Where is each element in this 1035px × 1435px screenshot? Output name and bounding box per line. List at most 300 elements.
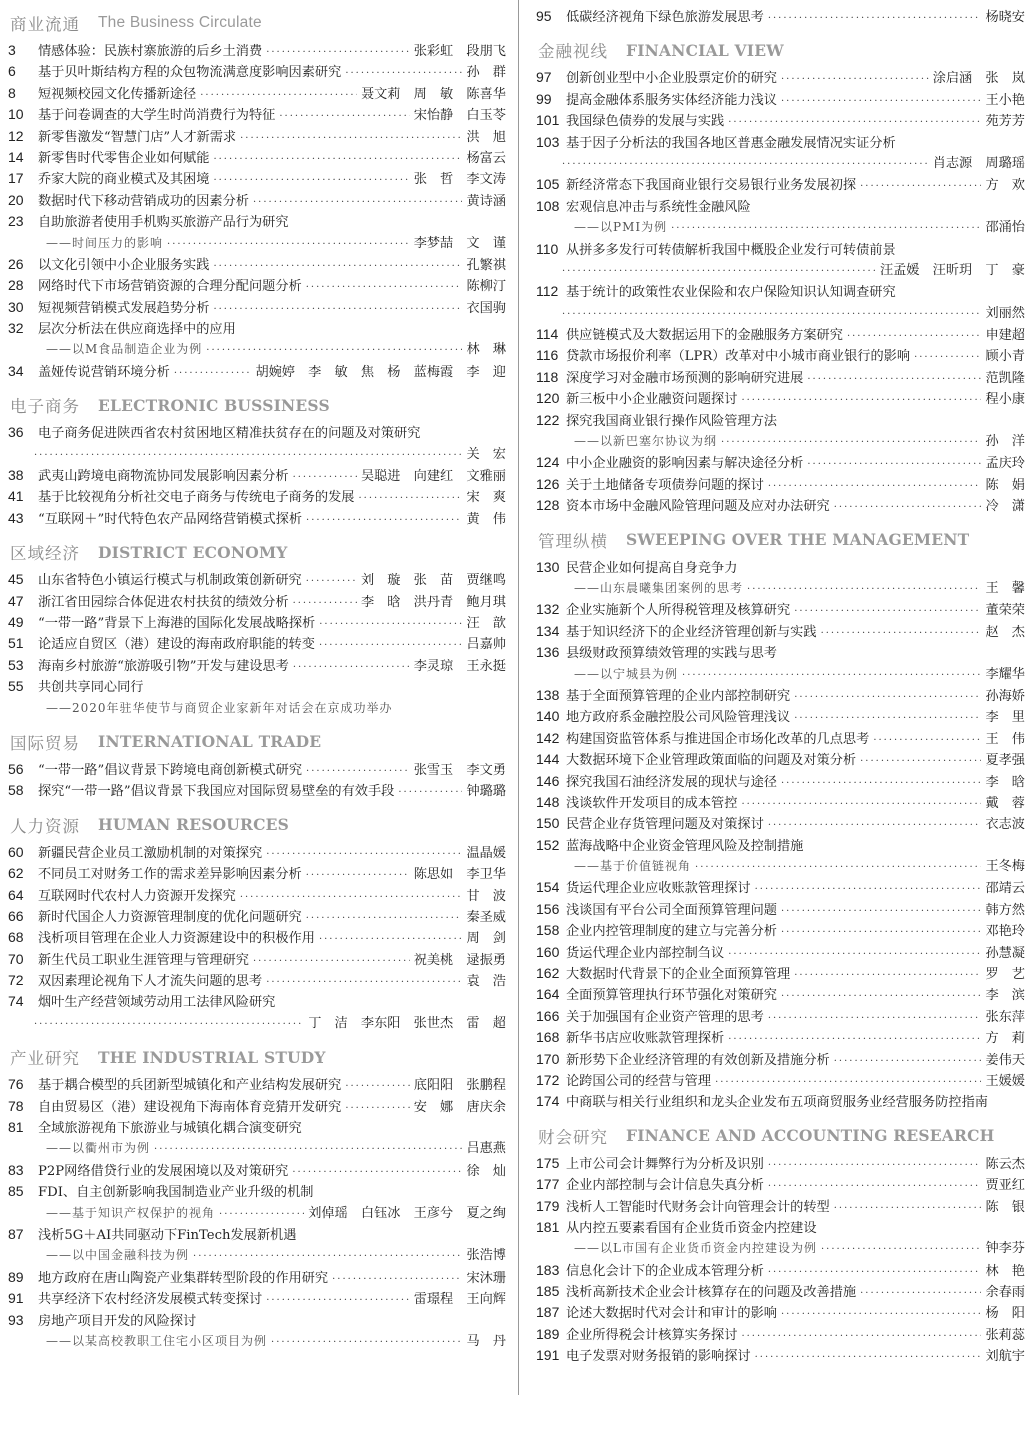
toc-entry[interactable] (528, 196, 1035, 239)
page-number: 189 (536, 1325, 560, 1342)
toc-entry[interactable] (0, 361, 516, 382)
toc-entry[interactable] (0, 1160, 516, 1181)
toc-entry[interactable] (0, 422, 516, 465)
toc-entry[interactable] (0, 168, 516, 189)
page-number: 87 (8, 1225, 24, 1242)
article-title[interactable]: 海南乡村旅游“旅游吸引物”开发与建设思考 (38, 658, 289, 674)
article-title[interactable]: 新零售时代零售企业如何赋能 (38, 150, 210, 166)
article-authors: 祝美桃 逯振勇 (413, 952, 506, 968)
article-authors: 李 里 (985, 710, 1025, 726)
toc-entry[interactable] (528, 963, 1035, 984)
toc-entry[interactable] (0, 318, 516, 361)
article-title[interactable]: 县级财政预算绩效管理的实践与思考 (566, 646, 777, 662)
article-authors: 徐 灿 (466, 1163, 506, 1179)
toc-entry[interactable] (0, 759, 516, 780)
toc-entry[interactable] (528, 557, 1035, 600)
toc-entry[interactable] (0, 211, 516, 254)
toc-entry[interactable] (0, 61, 516, 82)
toc-entry[interactable] (528, 749, 1035, 770)
article-title[interactable]: 自由贸易区（港）建设视角下海南体育竞猜开发研究 (38, 1099, 342, 1115)
page-number: 23 (8, 213, 24, 230)
article-title[interactable]: 从内控五要素看国有企业货币资金内控建设 (566, 1220, 817, 1236)
page-number: 70 (8, 950, 24, 967)
toc-entry-line (0, 1331, 516, 1352)
article-title[interactable]: 资本市场中金融风险管理问题及应对办法研究 (566, 499, 830, 515)
article-subtitle: ——以宁城县为例 (574, 666, 679, 681)
toc-entry[interactable] (528, 621, 1035, 642)
article-title[interactable]: 企业内控管理制度的建立与完善分析 (566, 924, 777, 940)
toc-entry[interactable] (528, 132, 1035, 175)
toc-entry[interactable] (528, 281, 1035, 324)
toc-entry-line (528, 877, 1035, 898)
article-title[interactable]: 企业所得税会计核算实务探讨 (566, 1327, 738, 1343)
article-subtitle: ——以新巴塞尔协议为纲 (574, 434, 718, 449)
article-title[interactable]: 浅谈国有平台公司全面预算管理问题 (566, 902, 777, 918)
article-authors: 吕惠燕 (466, 1141, 506, 1157)
article-title[interactable]: 信息化会计下的企业成本管理分析 (566, 1263, 764, 1279)
dot-leader (345, 1076, 409, 1095)
section-header (0, 808, 516, 842)
article-title[interactable]: 构建国资监管体系与推进国企市场化改革的几点思考 (566, 731, 870, 747)
toc-entry[interactable] (528, 942, 1035, 963)
article-title[interactable]: 基于知识经济下的企业经济管理创新与实践 (566, 624, 817, 640)
page-number: 10 (8, 106, 24, 123)
column-divider (518, 0, 519, 1395)
toc-entry-line (0, 780, 516, 801)
dot-leader (319, 929, 463, 948)
toc-entry[interactable] (528, 899, 1035, 920)
toc-entry[interactable] (0, 40, 516, 61)
dot-leader (332, 1269, 462, 1288)
article-title[interactable]: P2P网络借贷行业的发展困境以及对策研究 (38, 1163, 289, 1179)
toc-entry[interactable] (0, 147, 516, 168)
article-title[interactable]: 互联网时代农村人力资源开发探究 (38, 888, 236, 904)
section-header (0, 388, 516, 422)
toc-entry[interactable] (0, 970, 516, 991)
toc-entry[interactable] (0, 126, 516, 147)
toc-entry[interactable] (0, 190, 516, 211)
page-number: 114 (536, 326, 559, 343)
toc-entry[interactable] (0, 1074, 516, 1095)
toc-entry[interactable] (528, 6, 1035, 27)
article-title[interactable]: 基于比较视角分析社交电子商务与传统电子商务的发展 (38, 490, 355, 506)
toc-entry-line (0, 970, 516, 991)
toc-entry[interactable] (0, 1224, 516, 1267)
toc-entry[interactable] (0, 591, 516, 612)
toc-entry[interactable] (528, 835, 1035, 878)
article-title[interactable]: 大数据环境下企业管理政策面临的问题及对策分析 (566, 753, 857, 769)
page-number: 8 (8, 84, 16, 101)
article-title[interactable]: 上市公司会计舞弊行为分析及识别 (566, 1156, 764, 1172)
article-title[interactable]: 蓝海战略中企业资金管理风险及控制措施 (566, 838, 804, 854)
section-title-en: INTERNATIONAL TRADE (98, 732, 322, 752)
toc-entry[interactable] (0, 465, 516, 486)
toc-entry-line (528, 324, 1035, 345)
article-title[interactable]: 企业实施新个人所得税管理及核算研究 (566, 603, 791, 619)
article-title[interactable]: 浅析人工智能时代财务会计向管理会计的转型 (566, 1199, 830, 1215)
article-title[interactable]: 全面预算管理执行环节强化对策研究 (566, 988, 777, 1004)
article-title[interactable]: 关于加强国有企业资产管理的思考 (566, 1009, 764, 1025)
article-title[interactable]: 浙江省田园综合体促进农村扶贫的绩效分析 (38, 594, 289, 610)
toc-entry-line (528, 1153, 1035, 1174)
dot-leader (860, 176, 981, 195)
toc-entry[interactable] (528, 728, 1035, 749)
article-authors: 刘丽然 (985, 305, 1025, 321)
toc-entry[interactable] (0, 1181, 516, 1224)
toc-entry[interactable] (0, 1096, 516, 1117)
dot-leader (721, 432, 981, 452)
toc-entry-line (0, 698, 516, 719)
page-number: 36 (8, 424, 24, 441)
article-authors: 陈 银 (985, 1199, 1025, 1215)
page-number: 60 (8, 843, 24, 860)
toc-entry[interactable] (528, 1345, 1035, 1366)
toc-entry-line (0, 1074, 516, 1095)
page-number: 34 (8, 362, 24, 379)
dot-leader (781, 986, 981, 1005)
toc-entry[interactable] (528, 410, 1035, 453)
toc-entry[interactable] (0, 83, 516, 104)
toc-entry-line (0, 1245, 516, 1266)
dot-leader (266, 1290, 410, 1309)
article-title[interactable]: 深度学习对金融市场预测的影响研究进展 (566, 370, 804, 386)
toc-entry[interactable] (0, 104, 516, 125)
article-title[interactable]: 电子商务促进陕西省农村贫困地区精准扶贫存在的问题及对策研究 (38, 426, 421, 442)
toc-entry[interactable] (528, 1091, 1035, 1112)
toc-entry-line (528, 706, 1035, 727)
page-number: 72 (8, 972, 24, 989)
toc-entry-line (528, 578, 1035, 599)
dot-leader (240, 887, 463, 906)
toc-entry[interactable] (528, 1302, 1035, 1323)
toc-entry[interactable] (528, 984, 1035, 1005)
article-title[interactable]: 情感体验：民族村寨旅游的后乡土消费 (38, 44, 263, 59)
toc-entry[interactable] (528, 474, 1035, 495)
page-number: 185 (536, 1283, 560, 1300)
article-title[interactable]: 浅析项目管理在企业人力资源建设中的积极作用 (38, 931, 315, 947)
right-column (528, 0, 1035, 1367)
toc-entry-line (0, 1267, 516, 1288)
article-authors: 林 琳 (466, 342, 506, 358)
dot-leader (768, 1262, 982, 1281)
article-title[interactable]: 民营企业如何提高自身竞争力 (566, 560, 738, 576)
page-number: 108 (536, 197, 560, 214)
article-title[interactable]: 基于问卷调查的大学生时尚消费行为特征 (38, 108, 276, 124)
article-title[interactable]: “一带一路”背景下上海港的国际化发展战略探析 (38, 615, 316, 631)
toc-entry[interactable] (0, 633, 516, 654)
article-title[interactable]: 探究我国石油经济发展的现状与途径 (566, 774, 777, 790)
article-title[interactable]: 基于统计的政策性农业保险和农户保险知识认知调查研究 (566, 285, 896, 301)
toc-entry[interactable] (528, 67, 1035, 88)
toc-entry-line (528, 835, 1035, 856)
article-subtitle: ——以M食品制造企业为例 (46, 342, 203, 357)
toc-entry-line (528, 856, 1035, 877)
toc-entry-line (528, 281, 1035, 302)
toc-entry[interactable] (0, 297, 516, 318)
page-number: 154 (536, 879, 560, 896)
page-number: 62 (8, 865, 24, 882)
article-authors: 衣志波 (985, 817, 1025, 833)
toc-entry-line (0, 339, 516, 360)
toc-entry[interactable] (0, 949, 516, 970)
toc-entry[interactable] (0, 655, 516, 676)
article-title[interactable]: 浅析5G＋AI共同驱动下FinTech发展新机遇 (38, 1227, 297, 1243)
toc-entry[interactable] (0, 275, 516, 296)
article-title[interactable]: 供应链模式及大数据运用下的金融服务方案研究 (566, 328, 843, 344)
article-authors: 程小康 (985, 392, 1025, 408)
article-title[interactable]: 企业内部控制与会计信息失真分析 (566, 1178, 764, 1194)
toc-entry[interactable] (0, 486, 516, 507)
toc-entry[interactable] (0, 254, 516, 275)
page-number: 32 (8, 320, 24, 337)
article-title[interactable]: 论跨国公司的经营与管理 (566, 1073, 712, 1089)
toc-entry-line (528, 1238, 1035, 1259)
toc-entry[interactable] (0, 508, 516, 529)
toc-entry[interactable] (528, 174, 1035, 195)
left-column (0, 0, 516, 1352)
toc-entry[interactable] (0, 1310, 516, 1353)
toc-entry[interactable] (0, 885, 516, 906)
dot-leader (768, 1176, 982, 1195)
toc-entry[interactable] (528, 1281, 1035, 1302)
article-authors: 洪 旭 (466, 129, 506, 145)
article-title[interactable]: 基于贝叶斯结构方程的众包物流满意度影响因素研究 (38, 65, 342, 81)
toc-entry[interactable] (528, 813, 1035, 834)
toc-entry[interactable] (528, 345, 1035, 366)
toc-entry[interactable] (528, 771, 1035, 792)
article-authors: 关 宏 (466, 446, 506, 462)
toc-entry-line (0, 486, 516, 507)
article-title[interactable]: 基于全面预算管理的企业内部控制研究 (566, 688, 791, 704)
toc-entry[interactable] (528, 792, 1035, 813)
article-authors: 张雪玉 李文勇 (413, 762, 506, 778)
toc-entry[interactable] (528, 1174, 1035, 1195)
dot-leader (213, 299, 462, 318)
page-number: 170 (536, 1050, 560, 1067)
article-title[interactable]: 新形势下企业经济管理的有效创新及措施分析 (566, 1052, 830, 1068)
toc-entry[interactable] (528, 89, 1035, 110)
article-title[interactable]: 共享经济下农村经济发展模式转变探讨 (38, 1292, 263, 1308)
dot-leader (359, 488, 463, 507)
article-title[interactable]: 自助旅游者使用手机购买旅游产品行为研究 (38, 215, 289, 231)
article-title[interactable]: 网络时代下市场营销资源的合理分配问题分析 (38, 279, 302, 295)
article-title[interactable]: 宏观信息冲击与系统性金融风险 (566, 199, 751, 215)
toc-entry[interactable] (0, 1267, 516, 1288)
toc-entry-line (0, 1138, 516, 1159)
article-title[interactable]: 短视频营销模式发展趋势分析 (38, 300, 210, 316)
article-authors: 刘航宇 (985, 1349, 1025, 1365)
page-number: 26 (8, 255, 24, 272)
dot-leader (253, 951, 410, 970)
article-title[interactable]: 关于土地储备专项债券问题的探讨 (566, 477, 764, 493)
article-subtitle: ——以某高校教职工住宅小区项目为例 (46, 1333, 268, 1348)
article-authors: 李 晗 (985, 774, 1025, 790)
toc-entry[interactable] (0, 927, 516, 948)
toc-entry[interactable] (528, 1217, 1035, 1260)
toc-entry-line (528, 174, 1035, 195)
article-title[interactable]: 盖娅传说营销环境分析 (38, 364, 170, 380)
article-title[interactable]: 新时代国企人力资源管理制度的优化问题研究 (38, 909, 302, 925)
article-title[interactable]: 不同员工对财务工作的需求差异影响因素分析 (38, 867, 302, 883)
toc-entry[interactable] (0, 780, 516, 801)
toc-entry[interactable] (528, 877, 1035, 898)
article-title[interactable]: 我国绿色债券的发展与实践 (566, 114, 725, 130)
article-title[interactable]: 数据时代下移动营销成功的因素分析 (38, 193, 249, 209)
article-title[interactable]: 基于耦合模型的兵团新型城镇化和产业结构发展研究 (38, 1078, 342, 1094)
dot-leader (345, 63, 462, 82)
article-title[interactable]: 短视频校园文化传播新途径 (38, 86, 197, 102)
toc-entry[interactable] (528, 1070, 1035, 1091)
toc-entry[interactable] (0, 1117, 516, 1160)
article-title[interactable]: 地方政府在唐山陶瓷产业集群转型阶段的作用研究 (38, 1270, 329, 1286)
toc-entry-line (0, 211, 516, 232)
article-authors: 陈思如 李卫华 (413, 867, 506, 883)
article-title[interactable]: 新华书店应收账款管理探析 (566, 1031, 725, 1047)
article-authors: 马 丹 (466, 1333, 506, 1349)
toc-entry-line (0, 61, 516, 82)
dot-leader (266, 972, 462, 991)
article-authors: 黄诗涵 (466, 193, 506, 209)
article-title[interactable]: 货运代理企业应收账款管理探讨 (566, 881, 751, 897)
article-title[interactable]: 基于因子分析法的我国各地区普惠金融发展情况实证分析 (566, 135, 896, 151)
toc-entry-line (528, 1217, 1035, 1238)
article-title[interactable]: 贷款市场报价利率（LPR）改革对中小城市商业银行的影响 (566, 349, 911, 365)
article-title[interactable]: 山东省特色小镇运行模式与机制政策创新研究 (38, 573, 302, 589)
article-title[interactable]: 新三板中小企业融资问题探讨 (566, 392, 738, 408)
toc-entry-line (0, 104, 516, 125)
article-title[interactable]: 中商联与相关行业组织和龙头企业发布五项商贸服务业经营服务防控指南 (566, 1095, 988, 1111)
toc-entry[interactable] (528, 110, 1035, 131)
article-title[interactable]: 新疆民营企业员工激励机制的对策探究 (38, 845, 263, 861)
toc-entry-line (0, 906, 516, 927)
toc-entry[interactable] (528, 685, 1035, 706)
article-title[interactable]: 探究“一带一路”倡议背景下我国应对国际贸易壁垒的有效手段 (38, 784, 395, 800)
article-title[interactable]: 以文化引领中小企业服务实践 (38, 257, 210, 273)
toc-entry[interactable] (528, 599, 1035, 620)
article-title[interactable]: 层次分析法在供应商选择中的应用 (38, 322, 236, 338)
toc-entry[interactable] (528, 706, 1035, 727)
section-title-zh: 财会研究 (538, 1127, 608, 1147)
section-header (0, 725, 516, 759)
dot-leader (747, 579, 981, 599)
article-authors: 杨富云 (466, 150, 506, 166)
toc-entry[interactable] (528, 1006, 1035, 1027)
toc-entry[interactable] (0, 612, 516, 633)
dot-leader (755, 1347, 982, 1366)
dot-leader (293, 467, 357, 486)
article-title[interactable]: 从拼多多发行可转债解析我国中概股企业发行可转债前景 (566, 242, 896, 258)
toc-entry[interactable] (528, 1324, 1035, 1345)
toc-entry[interactable] (528, 239, 1035, 282)
article-subtitle: ——以L市国有企业货币资金内控建设为例 (574, 1241, 817, 1256)
article-title[interactable]: 地方政府系金融控股公司风险管理浅议 (566, 710, 791, 726)
article-title[interactable]: 电子发票对财务报销的影响探讨 (566, 1349, 751, 1365)
toc-entry[interactable] (528, 1049, 1035, 1070)
section-title-en: SWEEPING OVER THE MANAGEMENT (626, 530, 970, 550)
dot-leader (768, 1008, 982, 1027)
section-title-en: THE INDUSTRIAL STUDY (98, 1047, 326, 1067)
toc-entry[interactable] (528, 1260, 1035, 1281)
article-title[interactable]: 新生代员工职业生涯管理与管理研究 (38, 952, 249, 968)
toc-entry-line (0, 83, 516, 104)
toc-entry[interactable] (528, 1153, 1035, 1174)
article-title[interactable]: 共创共享同心同行 (38, 680, 144, 696)
article-title[interactable]: 浅谈软件开发项目的成本管控 (566, 795, 738, 811)
toc-entry-line (528, 110, 1035, 131)
toc-entry-line (0, 676, 516, 697)
toc-entry[interactable] (528, 388, 1035, 409)
article-subtitle: ——2020年驻华使节与商贸企业家新年对话会在京成功举办 (46, 700, 393, 715)
article-title[interactable]: 烟叶生产经营领域劳动用工法律风险研究 (38, 995, 276, 1011)
article-title[interactable]: 民营企业存货管理问题及对策探讨 (566, 817, 764, 833)
toc-entry[interactable] (0, 676, 516, 719)
toc-entry[interactable] (528, 324, 1035, 345)
article-title[interactable]: FDI、自主创新影响我国制造业产业升级的机制 (38, 1185, 314, 1201)
toc-entry[interactable] (528, 920, 1035, 941)
toc-entry[interactable] (0, 842, 516, 863)
toc-entry[interactable] (528, 452, 1035, 473)
article-title[interactable]: “互联网＋”时代特色农产品网络营销模式探析 (38, 511, 303, 527)
article-title[interactable]: 提高金融体系服务实体经济能力浅议 (566, 92, 777, 108)
article-title[interactable]: “一带一路”倡议背景下跨境电商创新模式研究 (38, 762, 303, 778)
article-title[interactable]: 货运代理企业内部控制刍议 (566, 945, 725, 961)
article-title[interactable]: 中小企业融资的影响因素与解决途径分析 (566, 456, 804, 472)
toc-entry[interactable] (528, 1027, 1035, 1048)
toc-entry[interactable] (0, 991, 516, 1034)
dot-leader (794, 601, 981, 620)
article-authors: 黄 伟 (466, 511, 506, 527)
toc-entry[interactable] (528, 642, 1035, 685)
article-title[interactable]: 大数据时代背景下的企业全面预算管理 (566, 967, 791, 983)
page-number: 142 (536, 729, 560, 746)
toc-entry-line (0, 1013, 516, 1034)
article-title[interactable]: 新零售激发“智慧门店”人才新需求 (38, 129, 237, 145)
article-title[interactable]: 武夷山跨境电商物流协同发展影响因素分析 (38, 469, 289, 485)
page-number: 148 (536, 793, 560, 810)
article-title[interactable]: 低碳经济视角下绿色旅游发展思考 (566, 10, 764, 25)
toc-entry[interactable] (528, 367, 1035, 388)
dot-leader (213, 256, 462, 275)
article-title[interactable]: 双因素理论视角下人才流失问题的思考 (38, 974, 263, 990)
article-authors: 李梦喆 文 谨 (413, 235, 506, 251)
toc-entry-line (528, 813, 1035, 834)
toc-entry-line (0, 465, 516, 486)
toc-entry[interactable] (528, 495, 1035, 516)
toc-entry-line (528, 260, 1035, 281)
toc-entry[interactable] (528, 1196, 1035, 1217)
page-number: 41 (8, 488, 24, 505)
article-authors: 刘 璇 张 苗 贾继鸣 (360, 573, 506, 589)
toc-entry[interactable] (0, 1288, 516, 1309)
article-authors: 韩方然 (985, 902, 1025, 918)
toc-entry[interactable] (0, 569, 516, 590)
article-authors: 宋怡静 白玉苓 (413, 108, 506, 124)
article-title[interactable]: 论述大数据时代对会计和审计的影响 (566, 1306, 777, 1322)
dot-leader (781, 91, 981, 110)
toc-entry[interactable] (0, 906, 516, 927)
dot-leader (741, 390, 981, 409)
article-title[interactable]: 创新创业型中小企业股票定价的研究 (566, 71, 777, 87)
article-title[interactable]: 探究我国商业银行操作风险管理方法 (566, 413, 777, 429)
article-title[interactable]: 房地产项目开发的风险探讨 (38, 1313, 197, 1329)
article-title[interactable]: 全域旅游视角下旅游业与城镇化耦合演变研究 (38, 1121, 302, 1137)
article-title[interactable]: 浅析高新技术企业会计核算存在的问题及改善措施 (566, 1285, 857, 1301)
article-title[interactable]: 新经济常态下我国商业银行交易银行业务发展初探 (566, 178, 857, 194)
toc-entry[interactable] (0, 863, 516, 884)
article-title[interactable]: 乔家大院的商业模式及其困境 (38, 172, 210, 188)
dot-leader (293, 593, 357, 612)
article-title[interactable]: 论适应自贸区（港）建设的海南政府职能的转变 (38, 637, 315, 653)
